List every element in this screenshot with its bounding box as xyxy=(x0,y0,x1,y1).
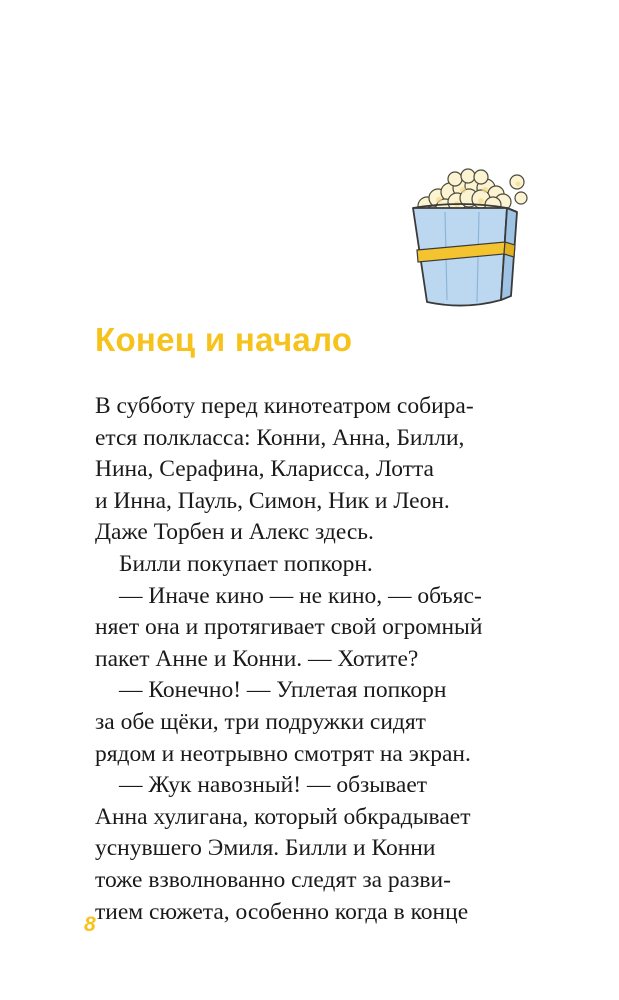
text-line: тием сюжета, особенно когда в конце xyxy=(95,898,469,925)
text-line: и Инна, Пауль, Симон, Ник и Леон. xyxy=(95,487,450,514)
text-line: тоже взволнованно следят за разви- xyxy=(95,866,451,893)
popcorn-bag-icon xyxy=(405,168,533,313)
text-line: рядом и неотрывно смотрят на экран. xyxy=(95,740,471,767)
text-line: — Жук навозный! — обзывает xyxy=(119,772,428,799)
text-line: ется полкласса: Конни, Анна, Билли, xyxy=(95,424,465,451)
page-number: 8 xyxy=(84,913,96,936)
text-line: Нина, Серафина, Кларисса, Лотта xyxy=(95,456,434,483)
text-line: няет она и протягивает свой огромный xyxy=(95,614,483,641)
text-line: — Иначе кино — не кино, — объяс- xyxy=(119,582,482,609)
text-line: — Конечно! — Уплетая попкорн xyxy=(119,677,447,704)
chapter-title: Конец и начало xyxy=(95,321,353,358)
text-line: уснувшего Эмиля. Билли и Конни xyxy=(95,835,436,862)
text-line: Анна хулигана, который обкрадывает xyxy=(95,803,471,830)
text-line: пакет Анне и Конни. — Хотите? xyxy=(95,645,419,672)
text-line: Даже Торбен и Алекс здесь. xyxy=(95,519,374,546)
text-line: В субботу перед кинотеатром собира- xyxy=(95,393,474,419)
text-line: за обе щёки, три подружки сидят xyxy=(95,708,426,735)
body-text xyxy=(95,391,515,928)
text-line: Билли покупает попкорн. xyxy=(119,550,373,577)
